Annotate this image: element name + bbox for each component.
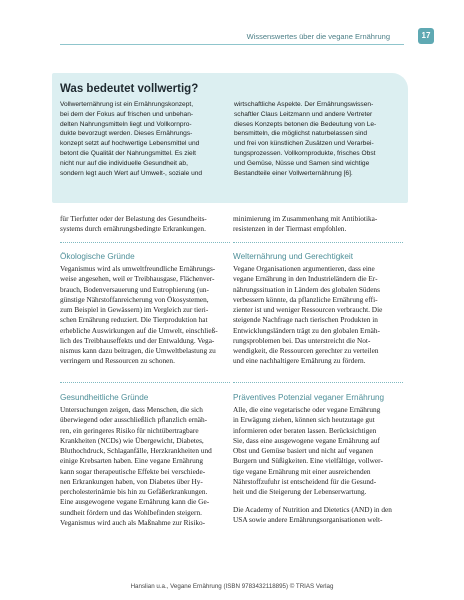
text-line: minimierung im Zusammenhang mit Antibiotika-	[233, 214, 378, 223]
infobox-column-right	[234, 100, 394, 178]
text-line: in Erwägung ziehen, können sich heutzutage gut	[233, 415, 375, 425]
section-divider	[233, 382, 403, 383]
text-line: wendigkeit, die Ressourcen gerechter zu verteilen	[233, 346, 379, 355]
text-line: Vollwerternährung ist ein Ernährungskonzept,	[60, 101, 194, 108]
text-line: Obst und Gemüse basiert und nicht auf veganen	[233, 446, 374, 455]
text-line: zienter ist und weniger Ressourcen verbraucht. Die	[233, 305, 383, 314]
text-line: nen Erkrankungen haben, von Diabetes über Hy-	[60, 476, 203, 486]
text-line: Bluthochdruck, Schlaganfälle, Herzkrankheiten und	[60, 446, 212, 455]
text-line: rungsproblemen bei. Das unterstreicht die Not-	[233, 335, 371, 345]
section-welternaehrung-text	[233, 264, 409, 367]
heading-gesundheitliche-gruende: Gesundheitliche Gründe	[60, 393, 149, 402]
text-line: Nährstoffzufuhr ist entscheidend für die Gesund-	[233, 476, 377, 486]
text-line: heit und die Steigerung der Lebenserwartung.	[233, 487, 367, 496]
text-line: vegane Ernährung in den Industrieländern die Er-	[233, 274, 378, 284]
text-line: percholesterinämie bis hin zu Gefäßerkrankungen.	[60, 487, 208, 496]
text-line: Alle, die eine vegetarische oder vegane Ernährung	[233, 405, 381, 414]
intro-left	[60, 214, 236, 235]
text-line: Veganismus wird auch als Maßnahme zur Risiko-	[60, 517, 206, 527]
heading-welternaehrung: Welternährung und Gerechtigkeit	[233, 252, 354, 261]
text-line: dukte bevorzugt werden. Dieses Ernährungs-	[60, 130, 193, 138]
text-line: steigende Nachfrage nach tierischen Produkten in	[233, 315, 378, 325]
intro-right	[233, 214, 409, 235]
text-line: Veganismus wird als umweltfreundliche Ernährungs-	[60, 264, 216, 273]
text-line: Entwicklungsländern trägt zu den globalen Ernäh-	[233, 325, 380, 335]
text-line: für Tierfutter oder der Belastung des Gesundheits-	[60, 214, 207, 223]
text-line: Vegane Organisationen argumentieren, dass eine	[233, 264, 375, 273]
text-line: lich des Treibhauseffekts und der Entwaldung. Vega-	[60, 335, 215, 345]
section-oekologisch-text	[60, 264, 236, 367]
section-praeventiv-text	[233, 405, 409, 497]
text-line: schen Ernährung reduziert. Die Tierproduktion hat	[60, 315, 208, 325]
text-line: nismus kann dazu beitragen, die Umweltbelastung zu	[60, 346, 216, 355]
running-title: Wissenswertes über die vegane Ernährung	[246, 32, 390, 41]
text-line: USA sowie andere Ernährungsorganisationen welt-	[233, 515, 383, 525]
text-line: sundheit fördern und das Wohlbefinden steigern.	[60, 507, 202, 517]
text-line: überwiegend oder ausschließlich pflanzlich ernäh-	[60, 415, 208, 425]
page-footer: Hanslian u.a., Vegane Ernährung (ISBN 9783432118895) © TRIAS Verlag	[130, 583, 334, 590]
text-line: verbessern könnte, da pflanzliche Ernährung effi-	[233, 294, 378, 304]
text-line: informieren oder beraten lassen. Berücksichtigen	[233, 425, 377, 435]
text-line: bensmitteln, die möglichst naturbelassen sind	[234, 130, 368, 138]
infobox-title: Was bedeutet vollwertig?	[60, 83, 199, 95]
infobox-column-left	[60, 100, 220, 178]
text-line: systems durch ernährungsbedingte Erkrankungen.	[60, 224, 206, 234]
text-line: dieses Konzepts betonen die Bedeutung von Le-	[234, 120, 377, 128]
text-line: Die Academy of Nutrition and Dietetics (AND) in den	[233, 505, 392, 514]
text-line: sondern legt auch Wert auf Umwelt-, soziale und	[60, 169, 203, 177]
text-line: einige Krebsarten haben. Eine vegane Ernährung	[60, 456, 204, 466]
text-line: nicht nur auf die individuelle Gesundheit ab,	[60, 159, 188, 167]
header-rule	[60, 44, 404, 45]
text-line: und eine nachhaltigere Ernährung zu fördern.	[233, 356, 366, 366]
text-line: Eine ausgewogene vegane Ernährung kann die Ge-	[60, 497, 210, 507]
text-line: verringern und Ressourcen zu schonen.	[60, 356, 175, 366]
section-gesundheit-text	[60, 405, 236, 528]
text-line: bei dem der Fokus auf frischen und unbehan-	[60, 110, 194, 118]
text-line: und frei von künstlichen Zusätzen und Verarbei-	[234, 140, 374, 148]
text-line: ren, ein geringeres Risiko für nichtübertragbare	[60, 425, 199, 435]
section-divider	[60, 242, 230, 243]
text-line: Krankheiten (NCDs) wie Übergewicht, Diabetes,	[60, 435, 204, 445]
text-line: tige vegane Ernährung mit einer ausreichenden	[233, 466, 371, 476]
text-line: Sie, dass eine ausgewogene vegane Ernährung auf	[233, 435, 380, 445]
text-line: und Gemüse, Nüsse und Samen sind wichtige	[234, 159, 370, 167]
text-line: wirtschaftliche Aspekte. Der Ernährungswissen-	[234, 101, 374, 108]
text-line: erhebliche Auswirkungen auf die Umwelt, einschließ-	[60, 325, 218, 335]
text-line: Bestandteile einer Vollwerternährung [6].	[234, 169, 353, 177]
text-line: zum Beispiel in Gewässern) im Vergleich zur tieri-	[60, 305, 209, 314]
section-divider	[60, 382, 230, 383]
text-line: weise angesehen, weil er Treibhausgase, Flächenver-	[60, 274, 215, 284]
text-line: resistenzen in der Tiermast empfohlen.	[233, 224, 347, 234]
infobox	[52, 73, 408, 203]
page-number: 17	[418, 28, 434, 44]
section-praeventiv-text-2	[233, 505, 409, 526]
text-line: Untersuchungen zeigen, dass Menschen, die sich	[60, 405, 203, 414]
text-line: betont die Qualität der Nahrungsmittel. Es zielt	[60, 149, 196, 157]
text-line: brauch, Bodenversauerung und Eutrophierung (un-	[60, 284, 209, 294]
text-line: Burgern und Süßigkeiten. Eine vielfältige, vollwer-	[233, 456, 383, 466]
text-line: tungsprozessen. Vollkornprodukte, frisches Obst	[234, 149, 376, 157]
section-divider	[233, 242, 403, 243]
text-line: delten Nahrungsmitteln liegt und Vollkornpro-	[60, 120, 192, 128]
text-line: konzept setzt auf hochwertige Lebensmittel und	[60, 140, 200, 148]
text-line: nährungssituation in Ländern des globalen Südens	[233, 284, 380, 294]
heading-praeventives-potenzial: Präventives Potenzial veganer Ernährung	[233, 393, 385, 402]
text-line: günstige Nährstoffanreicherung von Ökosystemen,	[60, 294, 209, 304]
text-line: schaftler Claus Leitzmann und andere Vertreter	[234, 110, 373, 118]
heading-oekologische-gruende: Ökologische Gründe	[60, 252, 135, 261]
text-line: kann sogar therapeutische Effekte bei verschiede-	[60, 466, 206, 476]
